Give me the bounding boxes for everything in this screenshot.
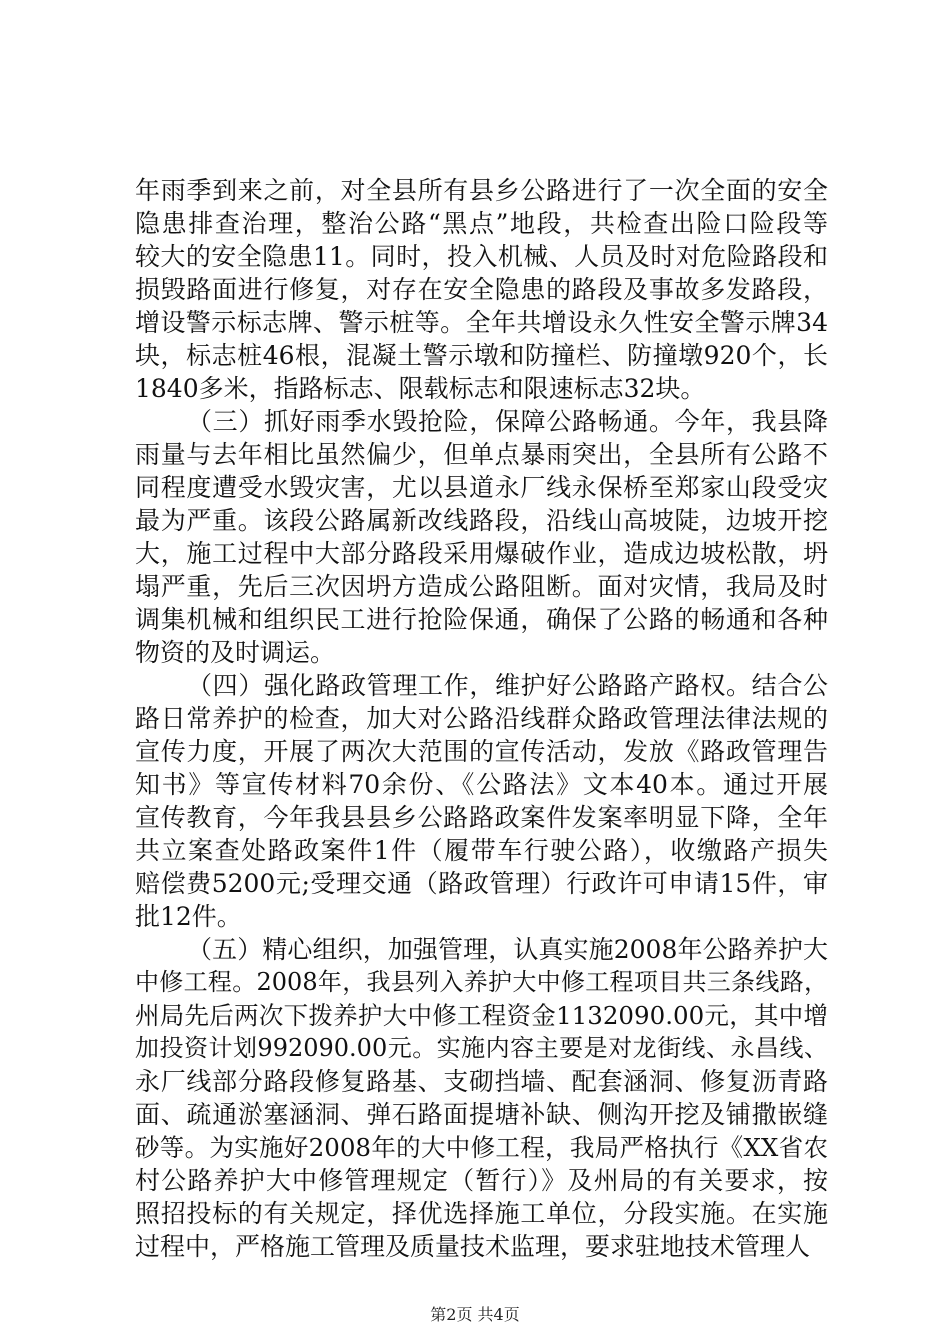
text-line: 批12件。	[135, 902, 242, 931]
text-line: 照招投标的有关规定，择优选择施工单位，分段实施。在实施	[135, 1199, 828, 1228]
text-line: 中修工程。2008年，我县列入养护大中修工程项目共三条线路，	[135, 968, 828, 996]
text-line: 村公路养护大中修管理规定（暂行）》及州局的有关要求，按	[135, 1166, 828, 1195]
text-line: 块，标志桩46根，混凝土警示墩和防撞栏、防撞墩920个，长	[135, 341, 828, 370]
page-number: 第2页 共4页	[430, 1305, 520, 1324]
text-line: 年雨季到来之前，对全县所有县乡公路进行了一次全面的安全	[135, 176, 828, 205]
paragraph	[135, 405, 828, 669]
text-line: 州局先后两次下拨养护大中修工程资金1132090.00元，其中增	[135, 1001, 828, 1030]
text-line: 永厂线部分路段修复路基、支砌挡墙、配套涵洞、修复沥青路	[135, 1067, 828, 1096]
text-line: 最为严重。该段公路属新改线路段，沿线山高坡陡，边坡开挖	[135, 506, 828, 535]
text-line: 大，施工过程中大部分路段采用爆破作业，造成边坡松散，坍	[135, 539, 828, 568]
text-line: 砂等。为实施好2008年的大中修工程，我局严格执行《XX省农	[135, 1133, 828, 1162]
text-line: 雨量与去年相比虽然偏少，但单点暴雨突出，全县所有公路不	[135, 440, 828, 469]
paragraph	[135, 933, 828, 1263]
paragraph	[135, 669, 828, 933]
text-line: 同程度遭受水毁灾害，尤以县道永厂线永保桥至郑家山段受灾	[135, 473, 828, 502]
text-line: 路日常养护的检查，加大对公路沿线群众路政管理法律法规的	[135, 704, 828, 733]
text-line: （三）抓好雨季水毁抢险，保障公路畅通。今年，我县降	[187, 407, 828, 436]
text-line: 隐患排查治理，整治公路“黑点”地段，共检查出险口险段等	[135, 209, 828, 238]
text-line: 赔偿费5200元;受理交通（路政管理）行政许可申请15件，审	[135, 869, 828, 898]
text-line: 较大的安全隐患11。同时，投入机械、人员及时对危险路段和	[135, 242, 828, 271]
text-line: 增设警示标志牌、警示桩等。全年共增设永久性安全警示牌34	[135, 308, 828, 337]
page-footer	[0, 1302, 950, 1325]
text-line: 过程中，严格施工管理及质量技术监理，要求驻地技术管理人	[135, 1232, 811, 1261]
text-line: 加投资计划992090.00元。实施内容主要是对龙街线、永昌线、	[135, 1034, 828, 1062]
text-line: 调集机械和组织民工进行抢险保通，确保了公路的畅通和各种	[135, 605, 828, 634]
text-line: 共立案查处路政案件1件（履带车行驶公路），收缴路产损失	[135, 836, 828, 865]
text-line: （四）强化路政管理工作，维护好公路路产路权。结合公	[187, 671, 828, 700]
text-line: 宣传力度，开展了两次大范围的宣传活动，发放《路政管理告	[135, 737, 828, 766]
text-line: 1840多米，指路标志、限载标志和限速标志32块。	[135, 374, 706, 403]
text-line: 面、疏通淤塞涵洞、弹石路面提塘补缺、侧沟开挖及铺撒嵌缝	[135, 1100, 828, 1129]
text-line: （五）精心组织，加强管理，认真实施2008年公路养护大	[187, 935, 828, 964]
document-body	[135, 174, 828, 1263]
text-line: 塌严重，先后三次因坍方造成公路阻断。面对灾情，我局及时	[135, 572, 828, 601]
text-line: 损毁路面进行修复，对存在安全隐患的路段及事故多发路段，	[135, 275, 828, 304]
text-line: 知书》等宣传材料70余份、《公路法》文本40本。通过开展	[135, 770, 828, 799]
text-line: 物资的及时调运。	[135, 638, 336, 667]
paragraph	[135, 174, 828, 405]
text-line: 宣传教育，今年我县县乡公路路政案件发案率明显下降，全年	[135, 803, 828, 832]
